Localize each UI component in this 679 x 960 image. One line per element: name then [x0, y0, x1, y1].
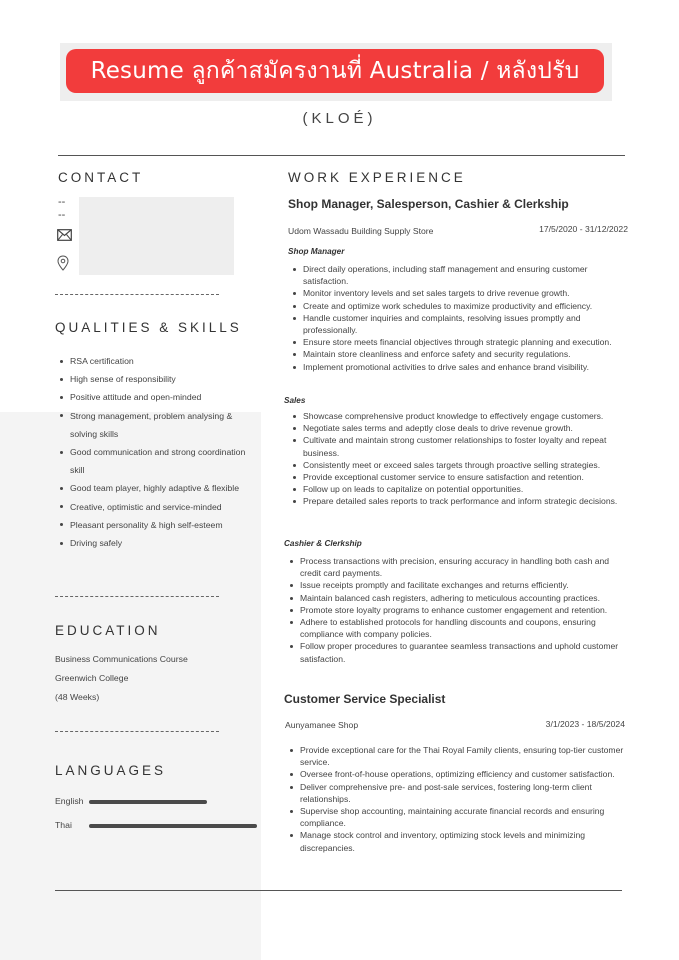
duties-list — [285, 744, 630, 854]
contact-details-placeholder — [79, 197, 234, 275]
location-pin-icon — [57, 255, 69, 271]
list-item: Prepare detailed sales reports to track performance and inform strategic decisions. — [288, 495, 636, 507]
qualities-heading: QUALITIES & SKILLS — [55, 320, 242, 335]
languages-heading: LANGUAGES — [55, 763, 167, 778]
list-item: Implement promotional activities to drive sales and enhance brand visibility. — [288, 361, 633, 373]
education-school: Greenwich College — [55, 673, 129, 683]
contact-heading: CONTACT — [58, 170, 144, 185]
education-heading: EDUCATION — [55, 623, 161, 638]
qualities-list — [56, 352, 246, 552]
banner-frame — [60, 43, 612, 101]
education-course: Business Communications Course — [55, 654, 188, 664]
job-title: Shop Manager, Salesperson, Cashier & Clerkship — [288, 197, 569, 211]
list-item: Follow up on leads to capitalize on potential opportunities. — [288, 483, 636, 495]
language-name-english: English — [55, 796, 84, 806]
bottom-divider — [55, 890, 622, 891]
list-item: Cultivate and maintain strong customer relationships to foster loyalty and repeat business. — [288, 434, 636, 458]
list-item: Handle customer inquiries and complaints, resolving issues promptly and professionally. — [288, 312, 633, 336]
list-item: Pleasant personality & high self-esteem — [56, 516, 246, 534]
list-item: Maintain store cleanliness and enforce safety and security regulations. — [288, 348, 633, 360]
list-item: Showcase comprehensive product knowledge to effectively engage customers. — [288, 410, 636, 422]
banner-title: Resume ลูกค้าสมัครงานที่ Australia / หลังปรับ — [66, 49, 604, 93]
list-item: Positive attitude and open-minded — [56, 388, 246, 406]
email-icon — [57, 229, 72, 241]
duties-list — [288, 263, 633, 373]
list-item: Ensure store meets financial objectives through strategic planning and execution. — [288, 336, 633, 348]
top-divider — [58, 155, 625, 156]
list-item: Monitor inventory levels and set sales targets to drive revenue growth. — [288, 287, 633, 299]
section-divider — [55, 294, 219, 295]
role-heading: Cashier & Clerkship — [284, 539, 362, 548]
list-item: Process transactions with precision, ensuring accuracy in handling both cash and credit card payments. — [285, 555, 625, 579]
list-item: Supervise shop accounting, maintaining accurate financial records and ensuring compliance. — [285, 805, 630, 829]
section-divider — [55, 596, 219, 597]
list-item: Manage stock control and inventory, optimizing stock levels and minimizing discrepancies. — [285, 829, 630, 853]
list-item: Maintain balanced cash registers, adhering to meticulous accounting practices. — [285, 592, 625, 604]
list-item: Create and optimize work schedules to maximize productivity and efficiency. — [288, 300, 633, 312]
role-heading: Sales — [284, 396, 306, 405]
list-item: Direct daily operations, including staff management and ensuring customer satisfaction. — [288, 263, 633, 287]
list-item: Deliver comprehensive pre- and post-sale services, fostering long-term client relationships. — [285, 781, 630, 805]
list-item: Consistently meet or exceed sales targets through proactive selling strategies. — [288, 459, 636, 471]
list-item: Creative, optimistic and service-minded — [56, 498, 246, 516]
candidate-name: (KLOÉ) — [302, 110, 377, 127]
language-name-thai: Thai — [55, 820, 72, 830]
job-dates: 3/1/2023 - 18/5/2024 — [545, 719, 625, 729]
list-item: Good team player, highly adaptive & flexible — [56, 479, 246, 497]
duties-list — [285, 555, 625, 665]
list-item: Oversee front-of-house operations, optimizing efficiency and customer satisfaction. — [285, 768, 630, 780]
list-item: Negotiate sales terms and adeptly close deals to drive revenue growth. — [288, 422, 636, 434]
job-dates: 17/5/2020 - 31/12/2022 — [539, 224, 628, 234]
list-item: Follow proper procedures to guarantee seamless transactions and uphold customer satisfaction. — [285, 640, 625, 664]
duties-list — [288, 410, 636, 508]
phone-value: -- — [58, 196, 66, 208]
list-item: Promote store loyalty programs to enhance customer engagement and retention. — [285, 604, 625, 616]
language-bar-english — [89, 800, 207, 804]
list-item: Issue receipts promptly and facilitate exchanges and returns efficiently. — [285, 579, 625, 591]
section-divider — [55, 731, 219, 732]
job-company: Udom Wassadu Building Supply Store — [288, 226, 434, 236]
list-item: Strong management, problem analysing & solving skills — [56, 407, 246, 443]
language-bar-thai — [89, 824, 257, 828]
list-item: Provide exceptional customer service to ensure satisfaction and retention. — [288, 471, 636, 483]
job-title: Customer Service Specialist — [284, 692, 446, 706]
list-item: Good communication and strong coordination skill — [56, 443, 246, 479]
list-item: Adhere to established protocols for handling discounts and coupons, ensuring compliance with company policies. — [285, 616, 625, 640]
list-item: Provide exceptional care for the Thai Royal Family clients, ensuring top-tier customer service. — [285, 744, 630, 768]
phone-value-secondary: -- — [58, 209, 66, 221]
education-duration: (48 Weeks) — [55, 692, 100, 702]
job-company: Aunyamanee Shop — [285, 720, 359, 730]
list-item: High sense of responsibility — [56, 370, 246, 388]
list-item: Driving safely — [56, 534, 246, 552]
work-experience-heading: WORK EXPERIENCE — [288, 170, 466, 185]
list-item: RSA certification — [56, 352, 246, 370]
education-details — [55, 650, 188, 707]
role-heading: Shop Manager — [288, 247, 345, 256]
